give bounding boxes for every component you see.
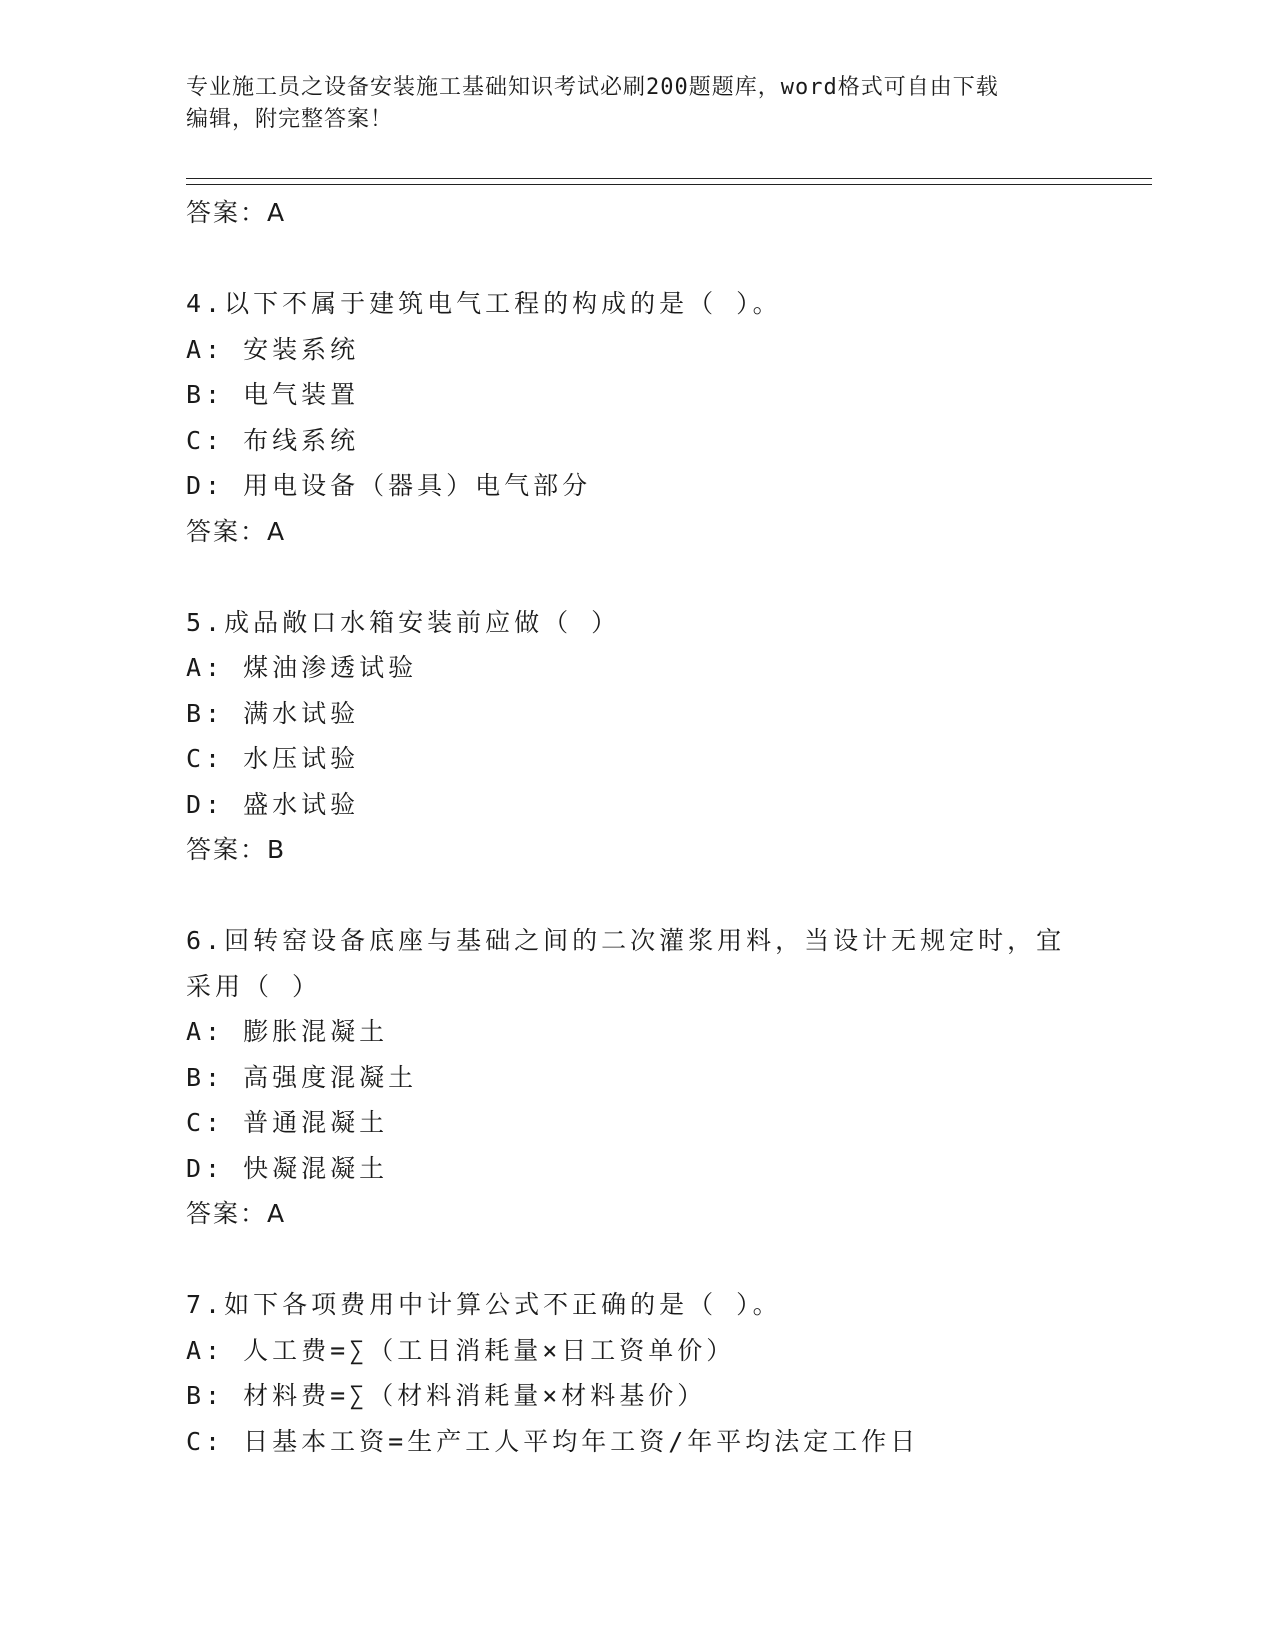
question-5: [186, 600, 1086, 873]
option-d: D: 快凝混凝土: [186, 1153, 389, 1183]
spacer: [186, 554, 1086, 600]
option-b: B: 满水试验: [186, 698, 360, 728]
answer: 答案：B: [186, 835, 287, 864]
header-divider-bottom: [186, 184, 1152, 185]
answer: 答案：A: [186, 1199, 287, 1228]
option-a: A: 膨胀混凝土: [186, 1017, 389, 1046]
document-header: [186, 72, 1066, 136]
option-b: B: 电气装置: [186, 380, 360, 409]
question-list: [186, 190, 1086, 1464]
option-a: A: 人工费=∑（工日消耗量×日工资单价）: [186, 1335, 736, 1365]
question-text: 4.以下不属于建筑电气工程的构成的是（ ）。: [186, 289, 782, 318]
question-7: [186, 1282, 1086, 1464]
header-divider-top: [186, 178, 1152, 179]
answer: 答案：A: [186, 516, 287, 546]
question-4: [186, 281, 1086, 554]
question-6: [186, 918, 1086, 1237]
question-text: 7.如下各项费用中计算公式不正确的是（ ）。: [186, 1290, 782, 1319]
spacer: [186, 236, 1086, 282]
header-line-1: 专业施工员之设备安装施工基础知识考试必刷200题题库，word格式可自由下载: [186, 75, 999, 100]
option-c: C: 水压试验: [186, 744, 360, 773]
option-d: D: 盛水试验: [186, 789, 360, 819]
answer-q3: 答案：A: [186, 198, 287, 227]
question-text: 5.成品敞口水箱安装前应做（ ）: [186, 607, 621, 637]
header-line-2: 编辑，附完整答案！: [186, 107, 394, 132]
option-c: C: 日基本工资=生产工人平均年工资/年平均法定工作日: [186, 1426, 920, 1456]
option-a: A: 安装系统: [186, 334, 360, 364]
spacer: [186, 873, 1086, 919]
option-a: A: 煤油渗透试验: [186, 653, 418, 682]
question-text-line-1: 6.回转窑设备底座与基础之间的二次灌浆用料，当设计无规定时，宜: [186, 926, 1066, 955]
option-c: C: 布线系统: [186, 425, 360, 455]
question-text-line-2: 采用（ ）: [186, 971, 322, 1001]
option-b: B: 高强度混凝土: [186, 1062, 418, 1092]
option-d: D: 用电设备（器具）电气部分: [186, 471, 592, 500]
option-c: C: 普通混凝土: [186, 1108, 389, 1137]
option-b: B: 材料费=∑（材料消耗量×材料基价）: [186, 1381, 707, 1410]
spacer: [186, 1237, 1086, 1283]
